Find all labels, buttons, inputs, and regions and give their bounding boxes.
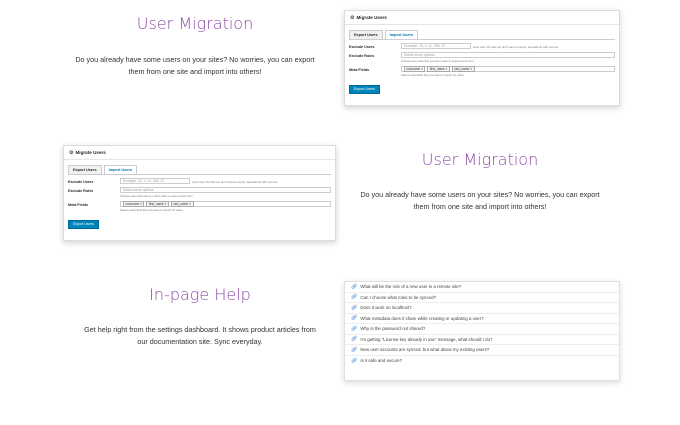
feature-description-line: Do you already have some users on your sites? No worries, you can export (360, 190, 600, 199)
feature-title-user-migration: User Migration (421, 150, 539, 169)
feature-description-user-migration (325, 189, 635, 213)
help-article-title: Why is the password not shared? (360, 326, 426, 332)
exclude-roles-help: Choose user roles that you don't want to export users from (401, 59, 474, 63)
help-article-title: What metadata does it share while creating or updating a user? (360, 315, 484, 321)
migrate-users-panel (63, 145, 336, 241)
help-article-title: What will be the role of a new user in a remote site? (360, 284, 462, 290)
link-icon: 🔗︎ (351, 294, 358, 301)
help-article-title: Is it safe and secure? (360, 358, 403, 364)
exclude-roles-help: Choose user roles that you don't want to export users from (120, 194, 193, 198)
help-article-link[interactable] (345, 293, 619, 304)
exclude-roles-row (68, 187, 331, 198)
feature-description-line: Get help right from the settings dashboard. It shows product articles from (84, 325, 316, 334)
panel-title: Migrate Users (356, 15, 387, 20)
meta-chip[interactable]: first_name × (146, 201, 169, 207)
meta-fields-select[interactable] (401, 66, 615, 72)
meta-fields-help: Select meta fields that you want to export for users (120, 208, 183, 212)
panel-header (345, 11, 619, 25)
exclude-roles-label: Exclude Roles (68, 188, 94, 193)
export-users-button[interactable]: Export Users (68, 220, 99, 229)
meta-fields-row (68, 201, 331, 212)
feature-description-line: them from one site and import into others! (413, 202, 547, 211)
tab-export-users[interactable]: Export Users (68, 165, 102, 174)
meta-fields-label: Meta Fields (68, 202, 89, 207)
link-icon: 🔗︎ (351, 283, 358, 290)
link-icon: 🔗︎ (351, 325, 358, 332)
exclude-users-label: Exclude Users (68, 179, 94, 184)
meta-chip[interactable]: first_name × (427, 66, 450, 72)
tab-bar (349, 30, 615, 40)
exclude-users-hint: Input user id's that you don't want to export, separate ID with comma (473, 44, 558, 49)
link-icon: 🔗︎ (351, 315, 358, 322)
exclude-users-row (68, 178, 331, 184)
feature-description-line: our documentation site. Sync everyday. (137, 337, 263, 346)
feature-title-in-page-help: In-page Help (149, 285, 251, 304)
panel-title: Migrate Users (75, 150, 106, 155)
help-article-link[interactable] (345, 335, 619, 346)
gear-icon: ⚙ (350, 14, 355, 21)
link-icon: 🔗︎ (351, 357, 358, 364)
migrate-users-panel (344, 10, 620, 106)
help-article-link[interactable] (345, 303, 619, 314)
help-article-title: Does it work on localhost? (360, 305, 412, 311)
link-icon: 🔗︎ (351, 336, 358, 343)
exclude-users-input[interactable]: Example: 23, 4, 11, 453, 37 (401, 43, 471, 49)
exclude-users-row (349, 43, 615, 49)
exclude-roles-row (349, 52, 615, 63)
help-article-title: Can I choose what roles to be synced? (360, 294, 437, 300)
help-article-link[interactable] (345, 345, 619, 356)
feature-description-in-page-help (45, 324, 358, 348)
link-icon: 🔗︎ (351, 304, 358, 311)
tab-import-users[interactable]: Import Users (385, 30, 418, 39)
panel-header (64, 146, 335, 160)
exclude-users-input[interactable]: Example: 23, 4, 11, 453, 37 (120, 178, 190, 184)
help-article-title: I'm getting "License key already in use" message, what should I do? (360, 336, 493, 342)
exclude-roles-select[interactable]: Select some options (120, 187, 331, 193)
meta-chip[interactable]: nickname × (404, 66, 425, 72)
exclude-roles-label: Exclude Roles (349, 53, 375, 58)
help-article-link[interactable] (345, 314, 619, 325)
exclude-users-label: Exclude Users (349, 44, 375, 49)
tab-bar (68, 165, 331, 175)
meta-chip[interactable]: last_name × (171, 201, 193, 207)
gear-icon: ⚙ (69, 149, 74, 156)
meta-fields-row (349, 66, 615, 77)
help-article-title: New user accounts are synced, but what about my existing users? (360, 347, 490, 353)
help-article-link[interactable] (345, 282, 619, 293)
link-icon: 🔗︎ (351, 346, 358, 353)
meta-fields-help: Select meta fields that you want to export for users (401, 73, 464, 77)
feature-title-user-migration: User Migration (136, 14, 254, 33)
feature-description-line: them from one site and import into others! (128, 67, 262, 76)
help-articles-panel (344, 281, 620, 381)
help-article-link[interactable] (345, 356, 619, 367)
help-article-link[interactable] (345, 324, 619, 335)
feature-description-line: Do you already have some users on your sites? No worries, you can export (75, 55, 315, 64)
exclude-users-hint: Input user id's that you don't want to export, separate ID with comma (192, 179, 277, 184)
feature-description-user-migration (40, 54, 350, 78)
tab-export-users[interactable]: Export Users (349, 30, 383, 39)
export-users-button[interactable]: Export Users (349, 85, 380, 94)
meta-chip[interactable]: last_name × (452, 66, 474, 72)
meta-fields-label: Meta Fields (349, 67, 370, 72)
exclude-roles-select[interactable]: Select some options (401, 52, 615, 58)
meta-fields-select[interactable] (120, 201, 331, 207)
meta-chip[interactable]: nickname × (123, 201, 144, 207)
tab-import-users[interactable]: Import Users (104, 165, 137, 174)
